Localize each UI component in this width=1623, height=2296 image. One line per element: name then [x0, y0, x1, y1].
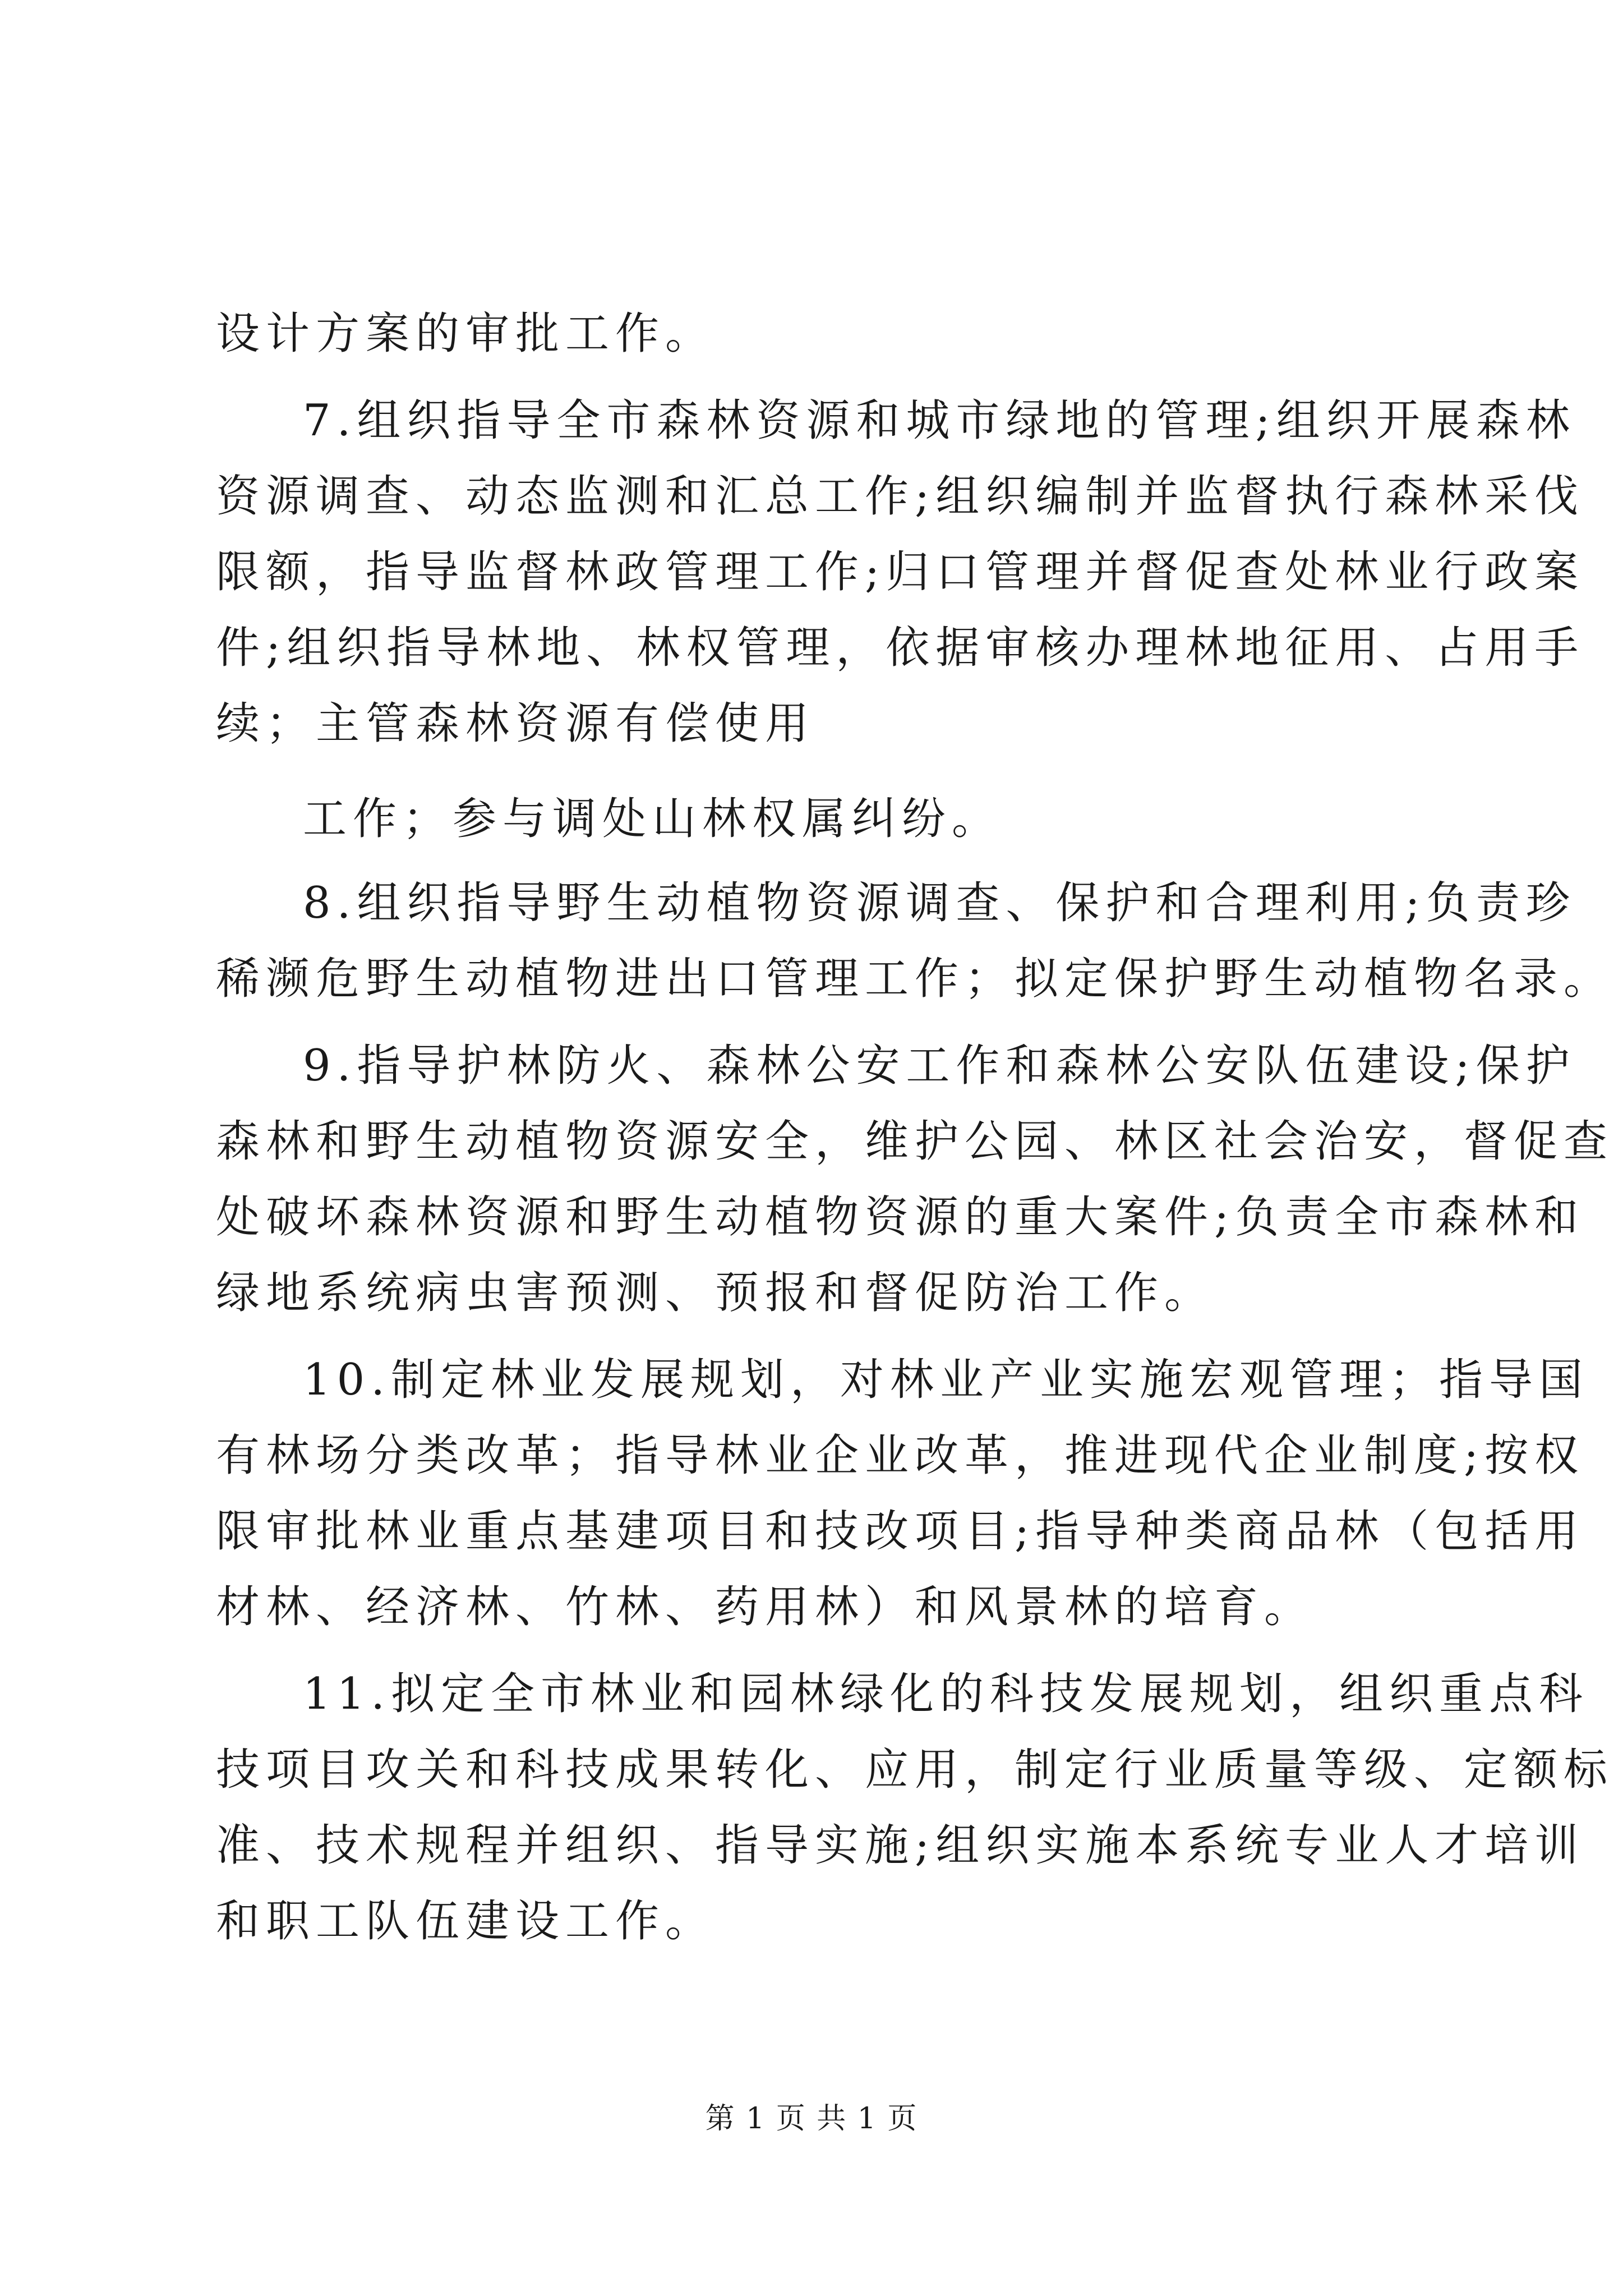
paragraph-line: 材林、经济林、竹林、药用林）和风景林的培育。 — [216, 1582, 1315, 1632]
paragraph-line: 和职工队伍建设工作。 — [216, 1896, 716, 1947]
paragraph-line: 有林场分类改革；指导林业企业改革，推进现代企业制度;按权 — [216, 1430, 1585, 1481]
paragraph-line: 稀濒危野生动植物进出口管理工作；拟定保护野生动植物名录。 — [216, 954, 1614, 1004]
paragraph-line: 技项目攻关和科技成果转化、应用，制定行业质量等级、定额标 — [216, 1745, 1614, 1795]
paragraph-line: 7.组织指导全市森林资源和城市绿地的管理;组织开展森林 — [303, 395, 1576, 446]
paragraph-line: 绿地系统病虫害预测、预报和督促防治工作。 — [216, 1268, 1215, 1318]
paragraph-line: 11.拟定全市林业和园林绿化的科技发展规划，组织重点科 — [303, 1669, 1589, 1719]
paragraph-line: 工作；参与调处山林权属纠纷。 — [303, 794, 1002, 844]
paragraph-line: 限审批林业重点基建项目和技改项目;指导种类商品林（包括用 — [216, 1506, 1585, 1557]
paragraph-line: 资源调查、动态监测和汇总工作;组织编制并监督执行森林采伐 — [216, 471, 1585, 522]
paragraph-line: 件;组织指导林地、林权管理，依据审核办理林地征用、占用手 — [216, 623, 1585, 673]
paragraph-line: 限额，指导监督林政管理工作;归口管理并督促查处林业行政案 — [216, 547, 1585, 597]
paragraph-line: 设计方案的审批工作。 — [216, 309, 716, 359]
paragraph-line: 准、技术规程并组织、指导实施;组织实施本系统专业人才培训 — [216, 1820, 1585, 1871]
paragraph-line: 8.组织指导野生动植物资源调查、保护和合理利用;负责珍 — [303, 878, 1576, 928]
paragraph-line: 处破坏森林资源和野生动植物资源的重大案件;负责全市森林和 — [216, 1192, 1585, 1243]
paragraph-line: 森林和野生动植物资源安全，维护公园、林区社会治安，督促查 — [216, 1116, 1614, 1167]
page-number-footer: 第 1 页 共 1 页 — [705, 2102, 918, 2136]
paragraph-line: 9.指导护林防火、森林公安工作和森林公安队伍建设;保护 — [303, 1041, 1576, 1091]
paragraph-line: 续；主管森林资源有偿使用 — [216, 698, 815, 749]
paragraph-line: 10.制定林业发展规划，对林业产业实施宏观管理；指导国 — [303, 1355, 1589, 1405]
